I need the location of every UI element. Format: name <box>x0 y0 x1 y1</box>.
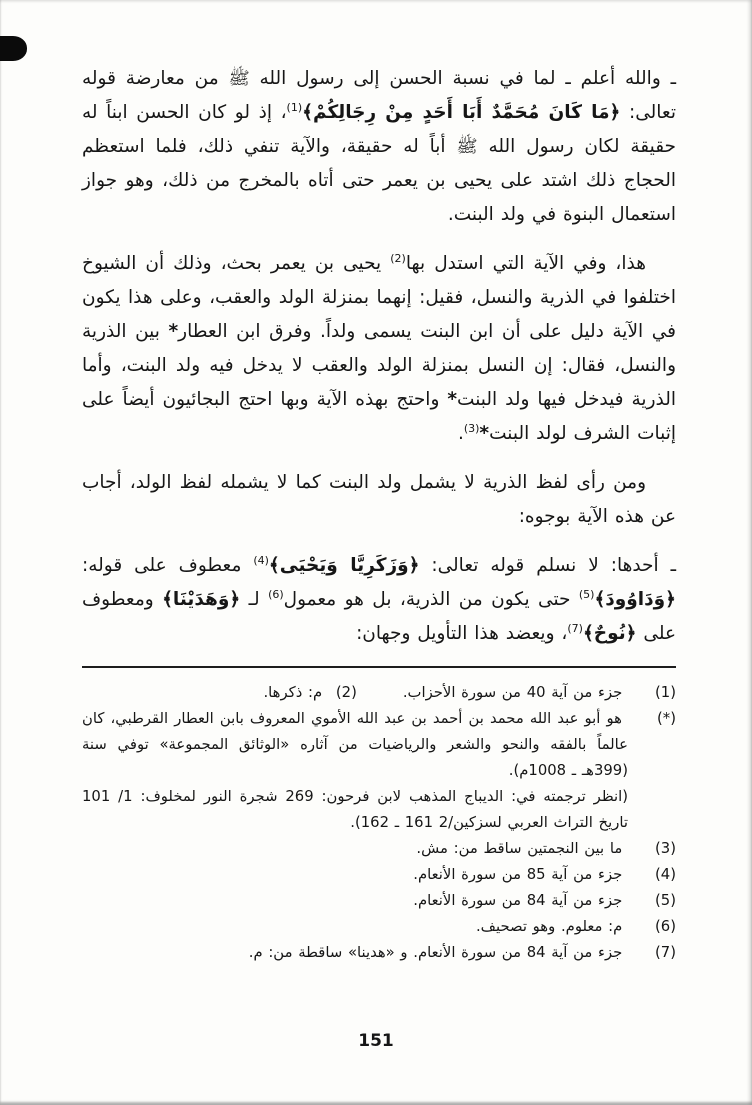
text-run: من معارضة قوله تعالى: <box>82 68 676 123</box>
text-run: . <box>457 423 464 444</box>
quran-quote: ﴿نُوحٌ﴾ <box>582 623 637 644</box>
text-run: يحيى بن يعمر بحث، وذلك أن الشيوخ اختلفوا في الذرية والنسل، فقيل: إنهما بمنزلة الولد والعقب، وعلى هذا يكون في الآية دليل على أن ابن البنت يسمى ولداً. وفرق ابن العطار <box>82 253 676 342</box>
footnote-marker: (2) <box>335 684 357 701</box>
footnote-marker: (4) <box>655 866 676 883</box>
footnote-text: م: ذكرها. <box>263 684 323 701</box>
footnote-text: جزء من آية 85 من سورة الأنعام. <box>413 866 623 883</box>
page-content <box>82 62 676 966</box>
footnote <box>403 680 676 706</box>
footnote-text: جزء من آية 40 من سورة الأحزاب. <box>402 684 623 701</box>
variant-star-mark: * <box>168 321 179 342</box>
footnote <box>263 680 356 706</box>
page-number: 151 <box>358 1031 394 1051</box>
pbuh-symbol: ﷺ <box>456 137 478 157</box>
footnote <box>82 862 676 888</box>
text-run: ومعطوف على <box>82 589 676 644</box>
text-run: ومن رأى لفظ الذرية لا يشمل ولد البنت كما لا يشمله لفظ الولد، أجاب عن هذه الآية بوجوه: <box>82 472 676 527</box>
text-run: ، ويعضد هذا التأويل وجهان: <box>356 623 568 644</box>
paragraph <box>82 247 676 451</box>
footnotes <box>82 680 676 966</box>
variant-star-mark: * <box>479 423 490 444</box>
footnote-text: جزء من آية 84 من سورة الأنعام. <box>413 892 623 909</box>
footnote-ref: (4) <box>253 553 269 567</box>
footnote-text: (انظر ترجمته في: الديباج المذهب لابن فرحون: 269 شجرة النور لمخلوف: 1/ 101 تاريخ التراث العربي لسزكين/2 161 ـ 162). <box>82 788 628 831</box>
footnote <box>82 914 676 940</box>
footnote-marker: (1) <box>655 684 676 701</box>
footnote-marker: (6) <box>655 918 676 935</box>
footnote-marker: (*) <box>657 710 676 727</box>
footnote-ref: (1) <box>286 100 303 114</box>
paragraphs <box>82 62 676 651</box>
text-run: حتى يكون من الذرية، بل هو معمول <box>283 589 579 610</box>
footnote-ref: (2) <box>390 251 406 265</box>
text-run: هذا، وفي الآية التي استدل بها <box>405 253 647 274</box>
text-run: أباً له حقيقة، والآية تنفي ذلك، فلما استعظم الحجاج ذلك اشتد على يحيى بن يعمر حتى أتاه بالمخرج من ذلك، وهو جواز استعمال البنوة في ولد البنت. <box>82 136 676 225</box>
footnote <box>82 888 676 914</box>
footnote <box>82 836 676 862</box>
footnote-ref: (5) <box>578 587 595 601</box>
text-run: معطوف على قوله: <box>82 555 254 576</box>
text-run: لـ <box>240 589 269 610</box>
footnote-text: م: معلوم. وهو تصحيف. <box>475 918 623 935</box>
footnote <box>82 706 676 784</box>
footnote-marker: (7) <box>655 944 676 961</box>
text-run: بين الذرية والنسل، فقال: إن النسل بمنزلة الولد والعقب لا يدخل فيه ولد البنت، وأما الذرية فيدخل فيها ولد البنت <box>82 321 676 410</box>
pbuh-symbol: ﷺ <box>228 69 250 89</box>
footnote-continuation <box>82 784 676 836</box>
text-run: ـ أحدها: لا نسلم قوله تعالى: <box>419 555 676 576</box>
paragraph <box>82 62 676 232</box>
text-run: ، إذ لو كان الحسن ابناً له حقيقة لكان رسول الله <box>82 102 676 157</box>
footnote-ref: (3) <box>463 421 480 435</box>
variant-star-mark: * <box>447 389 458 410</box>
footnote-text: جزء من آية 84 من سورة الأنعام. و «هدينا» ساقطة من: م. <box>248 944 623 961</box>
footnote-separator <box>82 666 676 668</box>
quran-quote: ﴿وَهَدَيْنَا﴾ <box>162 589 241 610</box>
text-run: ـ والله أعلم ـ لما في نسبة الحسن إلى رسول الله <box>249 68 676 89</box>
footnote-marker: (5) <box>655 892 676 909</box>
footnote-text: هو أبو عبد الله محمد بن أحمد بن عبد الله الأموي المعروف بابن العطار القرطبي، كان عالماً بالفقه والنحو والشعر والرياضيات من آثاره «الوثائق المجموعة» توفي سنة (399هـ ـ 1008م). <box>82 710 628 779</box>
footnote-ref: (6) <box>268 587 284 601</box>
scan-artifact-blob <box>0 36 27 61</box>
paragraph <box>82 466 676 534</box>
footnote-row <box>82 680 676 706</box>
paragraph <box>82 549 676 651</box>
footnote-ref: (7) <box>567 621 583 635</box>
quran-quote: ﴿مَا كَانَ مُحَمَّدٌ أَبَا أَحَدٍ مِنْ رِجَالِكُمْ﴾ <box>302 102 621 123</box>
text-run: واحتج بهذه الآية وبها احتج البجائيون أيضاً على إثبات الشرف لولد البنت <box>82 389 676 444</box>
quran-quote: ﴿وَدَاوُودَ﴾ <box>594 589 676 610</box>
quran-quote: ﴿وَزَكَرِيَّا وَيَحْيَى﴾ <box>268 555 420 576</box>
footnote-text: ما بين النجمتين ساقط من: مش. <box>416 840 623 857</box>
footnote <box>82 940 676 966</box>
footnote-marker: (3) <box>655 840 676 857</box>
